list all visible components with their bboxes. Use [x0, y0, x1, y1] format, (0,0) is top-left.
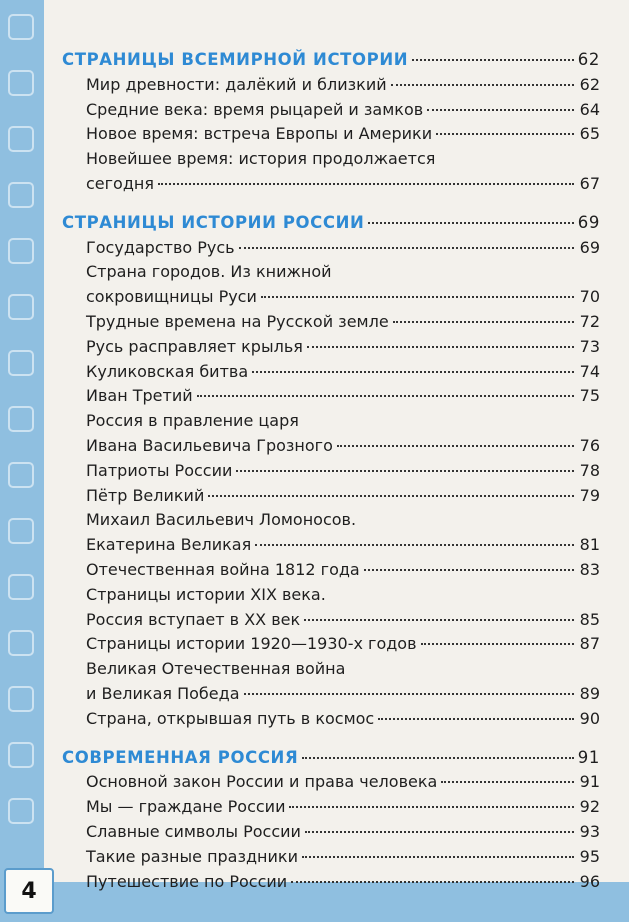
- toc-entry-title: Пётр Великий: [86, 485, 205, 505]
- toc-entry-page: 81: [579, 535, 600, 555]
- toc-entry-title: Мы — граждане России: [86, 797, 286, 817]
- toc-entry: [62, 122, 600, 147]
- toc-entry-page: 74: [579, 361, 600, 381]
- section-title: СТРАНИЦЫ ВСЕМИРНОЙ ИСТОРИИ: [62, 50, 409, 69]
- toc-entry-title: и Великая Победа: [86, 683, 240, 703]
- toc-entry-title: Русь расправляет крылья: [86, 336, 303, 356]
- dot-leader: [289, 806, 574, 808]
- toc-entry: [62, 508, 600, 533]
- toc-entry: [62, 172, 600, 197]
- toc-entry: [62, 533, 600, 558]
- toc-entry-title: Мир древности: далёкий и близкий: [86, 74, 387, 94]
- toc-entry-page: 95: [579, 846, 600, 866]
- toc-entry-title: Россия вступает в XX век: [86, 609, 301, 629]
- toc-section: [62, 48, 600, 197]
- toc-entry-title: Средние века: время рыцарей и замков: [86, 99, 424, 119]
- toc-entry-page: 87: [579, 634, 600, 654]
- dot-leader: [391, 84, 574, 86]
- dot-leader: [302, 856, 574, 858]
- toc-entry-title: Куликовская битва: [86, 361, 249, 381]
- toc-entry: [62, 682, 600, 707]
- toc-entry-page: 73: [579, 336, 600, 356]
- dot-leader: [158, 183, 574, 185]
- toc-entry-line: Россия в правление царя: [86, 411, 299, 431]
- toc-entry: [62, 73, 600, 98]
- toc-entry: [62, 236, 600, 261]
- toc-entry: [62, 335, 600, 360]
- toc-section: [62, 746, 600, 895]
- section-page: 91: [577, 747, 600, 767]
- toc-entry-title: Страна, открывшая путь в космос: [86, 708, 375, 728]
- toc-entry: [62, 360, 600, 385]
- toc-entry-title: Путешествие по России: [86, 871, 288, 891]
- toc-entry-page: 69: [579, 237, 600, 257]
- toc-entry-page: 62: [579, 74, 600, 94]
- toc-entry-title: Трудные времена на Русской земле: [86, 311, 389, 331]
- dot-leader: [255, 544, 574, 546]
- toc-entry-page: 91: [579, 772, 600, 792]
- dot-leader: [441, 781, 574, 783]
- decorative-icon: [8, 518, 34, 544]
- toc-entry-title: Новое время: встреча Европы и Америки: [86, 124, 433, 144]
- toc-entry-page: 65: [579, 124, 600, 144]
- toc-entry-title: Екатерина Великая: [86, 535, 252, 555]
- toc-entry: [62, 632, 600, 657]
- dot-leader: [421, 643, 574, 645]
- decorative-icon: [8, 406, 34, 432]
- section-heading: [62, 211, 600, 236]
- decorative-icon: [8, 574, 34, 600]
- toc-entry-title: Ивана Васильевича Грозного: [86, 435, 333, 455]
- toc-entry-title: Отечественная война 1812 года: [86, 559, 360, 579]
- page-number: 4: [4, 868, 54, 914]
- toc-entry: [62, 845, 600, 870]
- section-title: СТРАНИЦЫ ИСТОРИИ РОССИИ: [62, 212, 365, 232]
- dot-leader: [305, 831, 574, 833]
- toc-entry-title: Славные символы России: [86, 821, 301, 841]
- dot-leader: [236, 470, 574, 472]
- dot-leader: [427, 109, 574, 111]
- toc-entry-page: 67: [579, 173, 600, 193]
- decorative-icon: [8, 14, 34, 40]
- toc-entry-page: 93: [579, 821, 600, 841]
- toc-entry: [62, 795, 600, 820]
- toc-entry-line: Страна городов. Из книжной: [86, 262, 332, 282]
- toc-entry-title: Михаил Васильевич Ломоносов.: [86, 510, 357, 530]
- decorative-icon: [8, 350, 34, 376]
- toc-entry-page: 96: [579, 871, 600, 891]
- dot-leader: [307, 346, 574, 348]
- dot-leader: [368, 222, 573, 224]
- decorative-icon: [8, 462, 34, 488]
- dot-leader: [252, 371, 574, 373]
- dot-leader: [337, 445, 574, 447]
- decorative-icon: [8, 630, 34, 656]
- toc-entry-page: 83: [579, 559, 600, 579]
- toc-entry-page: 79: [579, 485, 600, 505]
- toc-entry-title: Государство Русь: [86, 237, 235, 257]
- decorative-icon: [8, 182, 34, 208]
- toc-entry: [62, 98, 600, 123]
- toc-entry-title: Основной закон России и права человека: [86, 772, 438, 792]
- toc-entry: [62, 285, 600, 310]
- dot-leader: [208, 495, 574, 497]
- toc-entry-title: Страницы истории XIX века.: [86, 584, 326, 604]
- toc-entry-page: 85: [579, 609, 600, 629]
- toc-entry: [62, 310, 600, 335]
- toc-entry-page: 92: [579, 797, 600, 817]
- dot-leader: [291, 881, 574, 883]
- toc-entry-page: 64: [579, 99, 600, 119]
- dot-leader: [302, 757, 574, 759]
- toc-section: [62, 211, 600, 732]
- decorative-icon: [8, 70, 34, 96]
- decorative-icon: [8, 294, 34, 320]
- toc-entry-title: Иван Третий: [86, 386, 193, 406]
- toc-entry: [62, 434, 600, 459]
- toc-entry-title: Страницы истории 1920—1930-х годов: [86, 634, 417, 654]
- toc-entry: [62, 608, 600, 633]
- toc-entry-title: Такие разные праздники: [86, 846, 298, 866]
- dot-leader: [393, 321, 574, 323]
- decorative-side-strip: [0, 0, 44, 922]
- dot-leader: [378, 718, 574, 720]
- decorative-icon: [8, 798, 34, 824]
- toc-entry: [62, 558, 600, 583]
- dot-leader: [412, 59, 574, 61]
- toc-entry-line: Великая Отечественная война: [86, 659, 346, 679]
- dot-leader: [197, 395, 574, 397]
- dot-leader: [436, 133, 574, 135]
- toc-entry: [62, 820, 600, 845]
- toc-entry-page: 75: [579, 386, 600, 406]
- dot-leader: [261, 296, 574, 298]
- table-of-contents: [62, 48, 600, 894]
- toc-entry-page: 78: [579, 460, 600, 480]
- toc-entry: [62, 384, 600, 409]
- toc-entry-page: 76: [579, 435, 600, 455]
- toc-entry-title: Патриоты России: [86, 460, 233, 480]
- toc-entry-page: 90: [579, 708, 600, 728]
- decorative-icon: [8, 686, 34, 712]
- decorative-icon: [8, 126, 34, 152]
- toc-entry-page: 89: [579, 683, 600, 703]
- toc-entry: [62, 707, 600, 732]
- toc-entry-title: сокровищницы Руси: [86, 287, 257, 307]
- dot-leader: [244, 693, 574, 695]
- section-page: 69: [577, 212, 600, 232]
- section-title: СОВРЕМЕННАЯ РОССИЯ: [62, 747, 299, 767]
- toc-entry: [62, 484, 600, 509]
- dot-leader: [239, 247, 574, 249]
- decorative-icon: [8, 742, 34, 768]
- toc-entry: [62, 459, 600, 484]
- toc-entry-line: Новейшее время: история продолжается: [86, 149, 436, 169]
- toc-entry-page: 72: [579, 311, 600, 331]
- dot-leader: [304, 619, 574, 621]
- section-heading: [62, 48, 600, 73]
- toc-entry: [62, 770, 600, 795]
- section-heading: [62, 746, 600, 771]
- toc-entry: [62, 870, 600, 895]
- decorative-icon: [8, 238, 34, 264]
- dot-leader: [364, 569, 574, 571]
- toc-entry-title: сегодня: [86, 173, 154, 193]
- section-page: 62: [577, 50, 600, 69]
- toc-entry: [62, 583, 600, 608]
- toc-entry-page: 70: [579, 287, 600, 307]
